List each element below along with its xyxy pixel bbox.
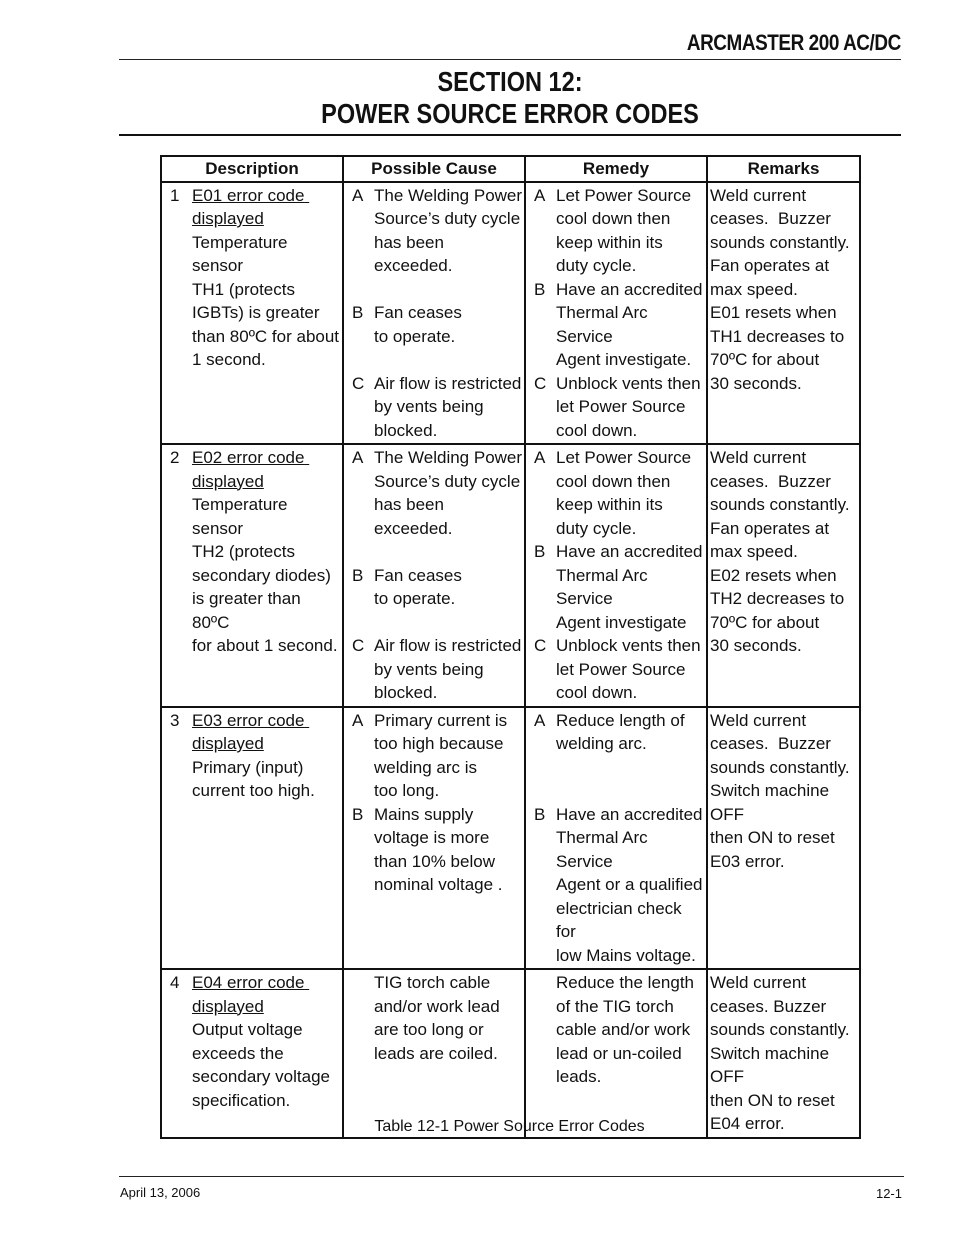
item-label: A: [352, 185, 364, 205]
description-cell: [161, 444, 343, 707]
item-label: C: [534, 636, 547, 655]
remarks-text: Weld current ceases. Buzzer sounds constantly. Switch machine OFF then ON to reset E03 error.: [710, 710, 850, 871]
item-text: The Welding Power Source’s duty cycle has been exceeded.: [374, 448, 523, 538]
remedy-cell: [525, 182, 707, 445]
possible-cause-item: [344, 564, 524, 611]
item-label: [344, 971, 374, 1065]
table-caption: Table 12-1 Power Source Error Codes: [374, 1118, 645, 1135]
possible-cause-cell: [343, 707, 525, 970]
description-cell: [161, 182, 343, 445]
item-label: B: [534, 542, 546, 561]
item-text: Primary current is too high because welding arc is too long.: [374, 710, 508, 800]
row-number: 4: [170, 973, 180, 992]
item-text: Air flow is restricted by vents being blocked.: [374, 373, 522, 440]
item-text: Let Power Source cool down then keep within its duty cycle.: [556, 185, 692, 275]
header-rule: [119, 59, 901, 60]
item-text: Fan ceases to operate.: [374, 565, 462, 608]
footer-date: April 13, 2006: [120, 1185, 201, 1200]
possible-cause-cell: [343, 182, 525, 445]
item-label: B: [534, 279, 546, 299]
item-text: TIG torch cable and/or work lead are too long or leads are coiled.: [374, 973, 500, 1063]
error-description: Temperature sensor TH2 (protects secondary diodes) is greater than 80ºC for about 1 second.: [192, 495, 338, 655]
remedy-item: [526, 971, 706, 1089]
remedy-item: [526, 372, 706, 443]
error-code-title: E02 error code displayed: [192, 448, 310, 491]
remarks-text: Weld current ceases. Buzzer sounds constantly. Fan operates at max speed. E02 resets when TH2 decreases to 70ºC for about 30 seconds.: [710, 448, 850, 655]
item-text: The Welding Power Source’s duty cycle has been exceeded.: [374, 185, 523, 275]
column-header-description: Description: [161, 156, 343, 182]
item-text: Reduce length of welding arc.: [556, 710, 685, 753]
remedy-item: [526, 446, 706, 540]
error-code-title: E01 error code displayed: [192, 185, 310, 228]
item-text: Fan ceases to operate.: [374, 303, 462, 346]
item-text: Have an accredited Thermal Arc Service Agent or a qualified electrician check for low Mains voltage.: [556, 804, 703, 965]
item-label: B: [352, 303, 364, 322]
column-header-remedy: Remedy: [525, 156, 707, 182]
header-title: ARCMASTER 200 AC/DC: [687, 30, 901, 55]
error-description: Output voltage exceeds the secondary voltage specification.: [192, 1020, 330, 1110]
remarks-text: Weld current ceases. Buzzer sounds constantly. Switch machine OFF then ON to reset E04 error.: [710, 973, 850, 1133]
remedy-cell: [525, 969, 707, 1138]
remedy-item: [526, 184, 706, 278]
column-header-remarks: Remarks: [707, 156, 860, 182]
table-row: [161, 969, 860, 1138]
possible-cause-item: [344, 971, 524, 1065]
section-rule: [119, 134, 901, 136]
remarks-cell: [707, 969, 860, 1138]
section-title-line1: SECTION 12:: [437, 66, 583, 97]
item-label: B: [352, 565, 364, 585]
error-codes-table: [160, 155, 861, 1139]
possible-cause-cell: [343, 444, 525, 707]
item-label: C: [352, 373, 365, 393]
remedy-item: [526, 540, 706, 634]
item-label: A: [534, 448, 546, 467]
item-text: Reduce the length of the TIG torch cable and/or work lead or un-coiled leads.: [556, 973, 694, 1086]
table-row: [161, 707, 860, 970]
remarks-text: Weld current ceases. Buzzer sounds constantly. Fan operates at max speed. E01 resets when TH1 decreases to 70ºC for about 30 seconds.: [710, 185, 850, 393]
item-label: A: [352, 448, 364, 467]
row-number: 2: [170, 448, 180, 467]
item-label: B: [352, 804, 364, 824]
footer-page-number: 12-1: [875, 1186, 902, 1201]
item-label: B: [534, 804, 546, 824]
footer-rule: [119, 1176, 904, 1177]
item-label: [526, 971, 556, 1089]
remedy-item: [526, 278, 706, 372]
item-label: A: [534, 710, 546, 730]
possible-cause-item: [344, 709, 524, 803]
error-code-title: E04 error code displayed: [192, 973, 310, 1016]
description-cell: [161, 969, 343, 1138]
item-label: C: [352, 636, 365, 655]
error-code-title: E03 error code displayed: [192, 710, 310, 753]
item-text: Mains supply voltage is more than 10% below nominal voltage .: [374, 804, 503, 894]
table-header-row: [161, 156, 860, 182]
possible-cause-item: [344, 372, 524, 443]
remarks-cell: [707, 182, 860, 445]
section-title-line2: POWER SOURCE ERROR CODES: [321, 98, 699, 129]
item-text: Have an accredited Thermal Arc Service Agent investigate: [556, 542, 703, 632]
error-description: Temperature sensor TH1 (protects IGBTs) is greater than 80ºC for about 1 second.: [192, 232, 340, 369]
possible-cause-item: [344, 301, 524, 348]
table-row: [161, 444, 860, 707]
remedy-item: [526, 803, 706, 968]
table-row: [161, 182, 860, 445]
remedy-cell: [525, 444, 707, 707]
item-label: C: [534, 373, 547, 393]
possible-cause-item: [344, 446, 524, 540]
column-header-possible-cause: Possible Cause: [343, 156, 525, 182]
description-cell: [161, 707, 343, 970]
error-description: Primary (input) current too high.: [192, 757, 315, 800]
remedy-cell: [525, 707, 707, 970]
possible-cause-item: [344, 634, 524, 705]
item-label: A: [352, 710, 364, 730]
remarks-cell: [707, 444, 860, 707]
item-text: Unblock vents then let Power Source cool down.: [556, 373, 701, 440]
item-text: Unblock vents then let Power Source cool down.: [556, 636, 701, 702]
row-number: 1: [170, 185, 180, 205]
item-text: Air flow is restricted by vents being blocked.: [374, 636, 522, 702]
remedy-item: [526, 709, 706, 756]
item-label: A: [534, 185, 546, 205]
remarks-cell: [707, 707, 860, 970]
item-text: Let Power Source cool down then keep within its duty cycle.: [556, 448, 692, 538]
possible-cause-item: [344, 184, 524, 278]
remedy-item: [526, 634, 706, 705]
row-number: 3: [170, 710, 180, 730]
possible-cause-item: [344, 803, 524, 897]
possible-cause-cell: [343, 969, 525, 1138]
item-text: Have an accredited Thermal Arc Service Agent investigate.: [556, 279, 703, 369]
